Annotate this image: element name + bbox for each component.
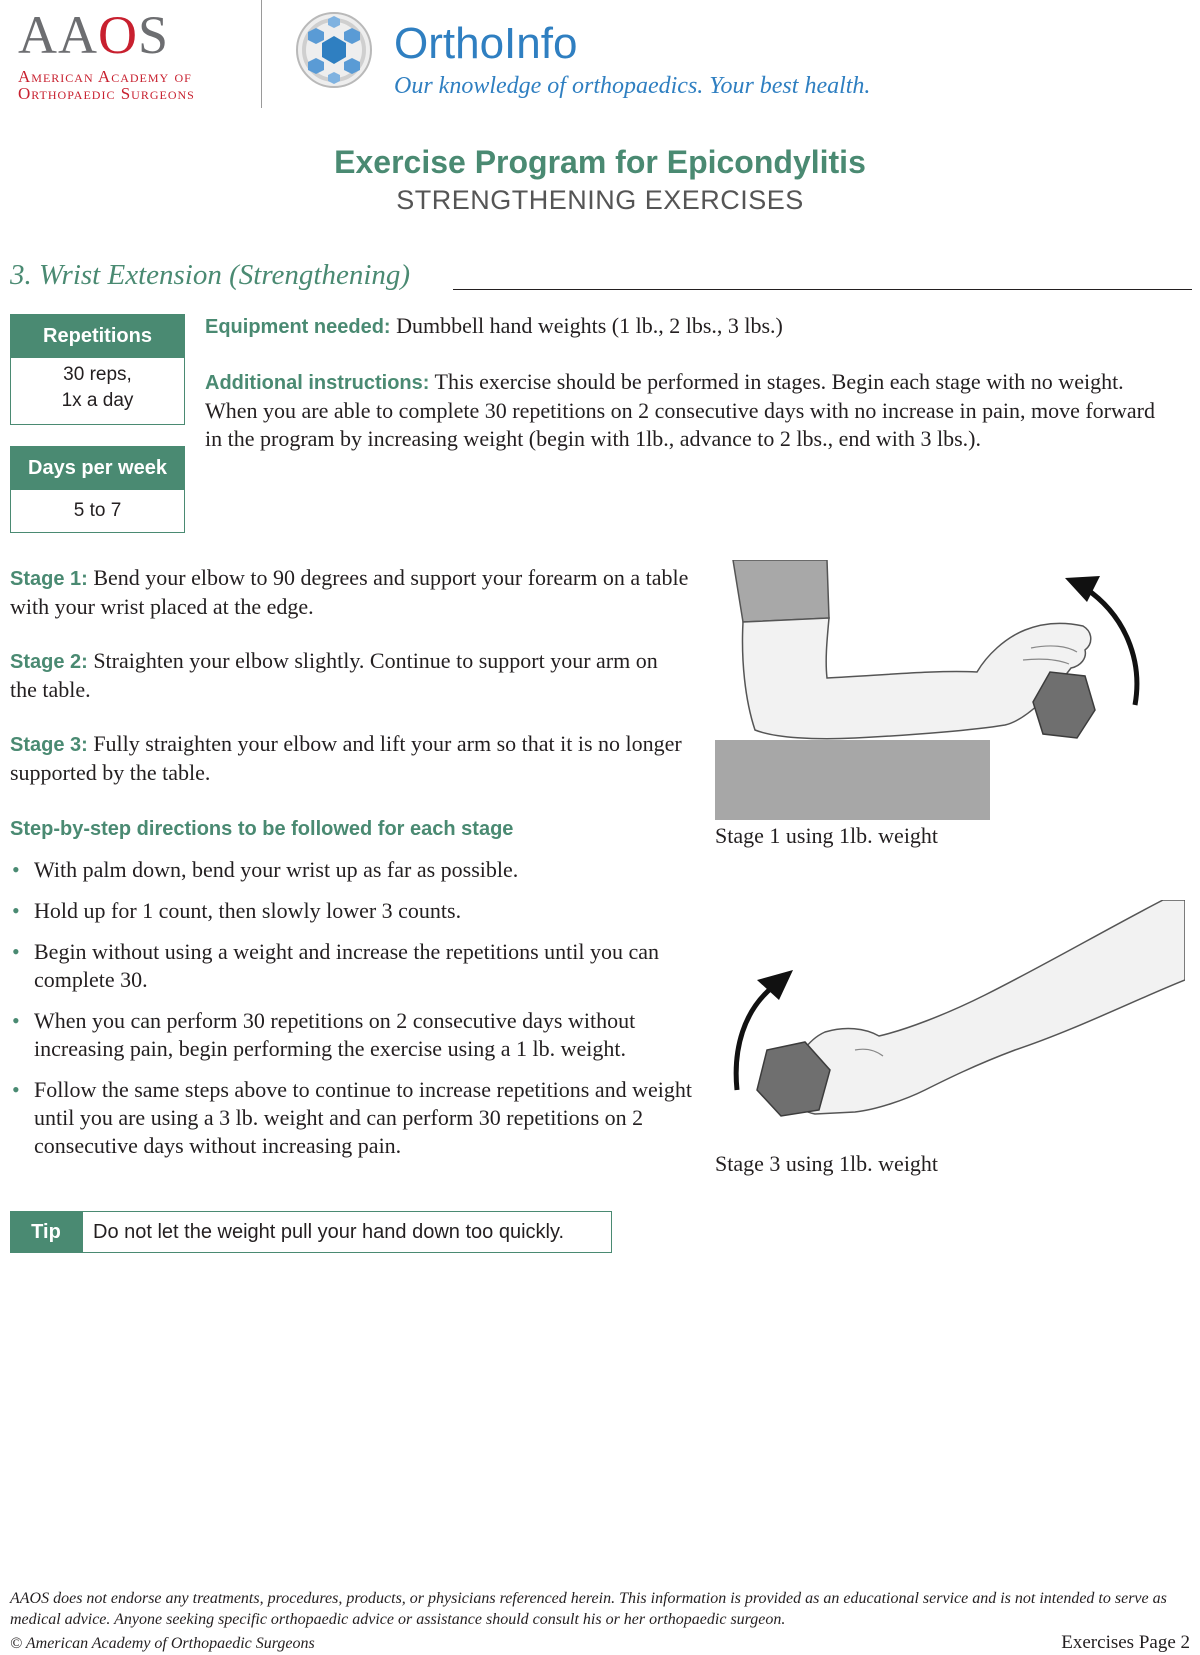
- disclaimer: AAOS does not endorse any treatments, procedures, products, or physicians referenced herein. This information is provided as an educational service and is not intended to serve as medical advice. Anyone seeking specific orthopaedic advice or assistance should consult his or her orthopaedic surgeon.: [10, 1590, 1167, 1628]
- steps-list: [10, 856, 710, 1173]
- section-heading: 3. Wrist Extension (Strengthening): [10, 259, 411, 291]
- copyright: © American Academy of Orthopaedic Surgeons: [10, 1635, 315, 1652]
- bullet-icon: •: [12, 1077, 20, 1102]
- additional-instructions-text: This exercise should be performed in stages. Begin each stage with no weight. When you are able to complete 30 repetitions on 2 consecutive days with no increase in pain, move forward in the program by increasing weight (begin with 1lb., advance to 2 lbs., end with 3 lbs.).: [205, 369, 1155, 451]
- table-block: [715, 740, 990, 820]
- step-text: With palm down, bend your wrist up as far as possible.: [34, 857, 519, 882]
- tip-label: Tip: [10, 1211, 82, 1253]
- days-per-week-box: [10, 446, 185, 533]
- bullet-icon: •: [12, 939, 20, 964]
- stage-3-caption: Stage 3 using 1lb. weight: [715, 1151, 939, 1176]
- orthoinfo-ball-icon: [294, 10, 374, 90]
- aaos-letters-aa: AA: [18, 5, 98, 65]
- aaos-name-line1: American Academy of: [18, 67, 192, 86]
- equipment-paragraph: [205, 312, 1165, 341]
- repetitions-label: Repetitions: [10, 314, 185, 358]
- list-item: [10, 938, 710, 994]
- upper-arm-sleeve: [733, 560, 829, 622]
- page-title: Exercise Program for Epicondylitis: [334, 144, 866, 180]
- tip-box: [10, 1211, 612, 1253]
- stage-1-label: Stage 1:: [10, 568, 88, 590]
- aaos-wordmark: [18, 5, 258, 65]
- equipment-text: Dumbbell hand weights (1 lb., 2 lbs., 3 lbs.): [390, 313, 783, 338]
- stage-2-label: Stage 2:: [10, 651, 88, 673]
- tip-text: Do not let the weight pull your hand down too quickly.: [82, 1211, 612, 1253]
- step-text: When you can perform 30 repetitions on 2 consecutive days without increasing pain, begin performing the exercise using a 1 lb. weight.: [34, 1008, 636, 1061]
- header-divider: [261, 0, 262, 108]
- step-text: Follow the same steps above to continue to increase repetitions and weight until you are using a 3 lb. weight and can perform 30 repetitions on 2 consecutive days without increasing pain.: [34, 1077, 693, 1158]
- stage-2-text: Straighten your elbow slightly. Continue to support your arm on the table.: [10, 648, 658, 702]
- stage-1-illustration: [715, 560, 1185, 820]
- days-per-week-value: 5 to 7: [10, 490, 185, 533]
- bullet-icon: •: [12, 857, 20, 882]
- list-item: [10, 1007, 710, 1063]
- bullet-icon: •: [12, 1008, 20, 1033]
- stage-1-paragraph: [10, 564, 690, 621]
- orthoinfo-tagline: Our knowledge of orthopaedics. Your best health.: [394, 73, 871, 99]
- stage-1-text: Bend your elbow to 90 degrees and support your forearm on a table with your wrist placed at the edge.: [10, 565, 689, 619]
- stage-2-paragraph: [10, 647, 690, 704]
- aaos-letter-o: O: [98, 5, 138, 65]
- page-number: Exercises Page 2: [1061, 1632, 1190, 1653]
- repetitions-line1: 30 reps,: [63, 364, 132, 385]
- steps-heading: Step-by-step directions to be followed for each stage: [10, 818, 514, 840]
- stage-3-text: Fully straighten your elbow and lift your arm so that it is no longer supported by the table.: [10, 731, 682, 785]
- stage-3-label: Stage 3:: [10, 734, 88, 756]
- list-item: [10, 897, 710, 925]
- step-text: Hold up for 1 count, then slowly lower 3 counts.: [34, 898, 462, 923]
- additional-instructions-paragraph: [205, 368, 1165, 453]
- aaos-letter-s: S: [138, 5, 170, 65]
- stage-3-paragraph: [10, 730, 690, 787]
- heading-rule: [453, 289, 1192, 290]
- repetitions-line2: 1x a day: [61, 390, 134, 411]
- step-text: Begin without using a weight and increase the repetitions until you can complete 30.: [34, 939, 660, 992]
- stage-1-caption: Stage 1 using 1lb. weight: [715, 823, 939, 848]
- additional-instructions-label: Additional instructions:: [205, 372, 430, 394]
- repetitions-box: [10, 314, 185, 425]
- bullet-icon: •: [12, 898, 20, 923]
- equipment-label: Equipment needed:: [205, 316, 391, 338]
- orthoinfo-title: OrthoInfo: [394, 19, 578, 68]
- aaos-logo: [18, 5, 258, 103]
- repetitions-value: [10, 358, 185, 425]
- motion-arrow-curve: [1085, 588, 1137, 705]
- aaos-name-line2: Orthopaedic Surgeons: [18, 84, 195, 103]
- list-item: [10, 1076, 710, 1160]
- days-per-week-label: Days per week: [10, 446, 185, 490]
- straightened-arm: [789, 900, 1185, 1114]
- stage-3-illustration: [715, 900, 1185, 1130]
- page-subtitle: STRENGTHENING EXERCISES: [396, 185, 804, 215]
- list-item: [10, 856, 710, 884]
